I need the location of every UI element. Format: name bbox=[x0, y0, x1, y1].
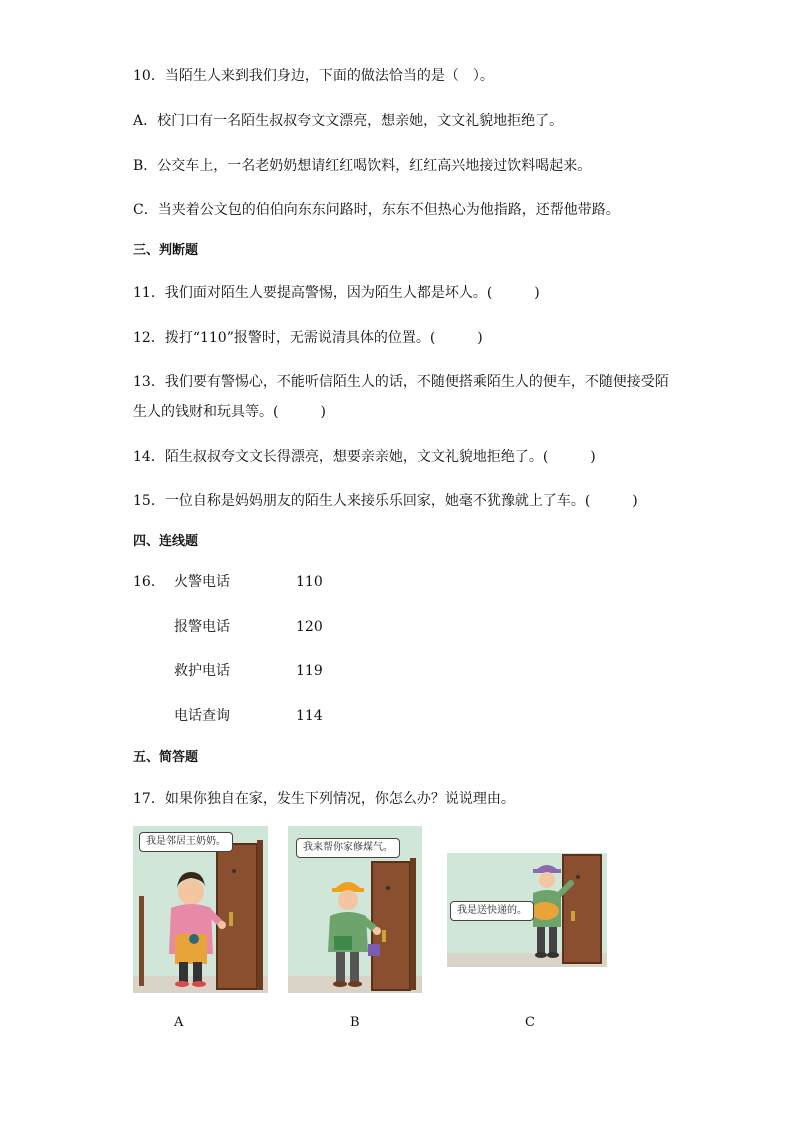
question-13-line-1: 13．我们要有警惕心，不能听信陌生人的话，不随便搭乘陌生人的便车，不随便接受陌 bbox=[133, 374, 669, 390]
illustration-b-caption: B bbox=[350, 1015, 360, 1030]
question-14: 14．陌生叔叔夸文文长得漂亮，想要亲亲她，文文礼貌地拒绝了。( ) bbox=[133, 449, 596, 465]
question-10-option-a: A．校门口有一名陌生叔叔夸文文漂亮，想亲她，文文礼貌地拒绝了。 bbox=[133, 113, 564, 129]
section-title-short-answer: 五、简答题 bbox=[133, 750, 199, 765]
section-title-matching: 四、连线题 bbox=[133, 534, 199, 549]
illustration-a-caption: A bbox=[174, 1015, 184, 1030]
question-11: 11．我们面对陌生人要提高警惕，因为陌生人都是坏人。( ) bbox=[133, 285, 540, 301]
speech-bubble-c: 我是送快递的。 bbox=[450, 901, 534, 921]
match-right-item: 119 bbox=[296, 663, 323, 679]
match-right-item: 114 bbox=[296, 708, 323, 724]
match-left-item: 火警电话 bbox=[174, 574, 230, 590]
question-12: 12．拨打“110”报警时，无需说清具体的位置。( ) bbox=[133, 330, 483, 346]
match-left-item: 救护电话 bbox=[174, 663, 230, 679]
question-10-option-c: C．当夹着公文包的伯伯向东东问路时，东东不但热心为他指路，还帮他带路。 bbox=[133, 202, 620, 218]
illustration-c bbox=[447, 853, 607, 967]
speech-bubble-b: 我来帮你家修煤气。 bbox=[296, 838, 400, 858]
question-16-number: 16． bbox=[133, 574, 165, 590]
illustration-b bbox=[288, 826, 422, 993]
match-right-item: 110 bbox=[296, 574, 323, 590]
speech-bubble-a: 我是邻居王奶奶。 bbox=[139, 832, 233, 852]
question-15: 15．一位自称是妈妈朋友的陌生人来接乐乐回家，她毫不犹豫就上了车。( ) bbox=[133, 493, 638, 509]
illustration-c-caption: C bbox=[525, 1015, 535, 1030]
section-title-judgement: 三、判断题 bbox=[133, 243, 199, 258]
question-10-option-b: B．公交车上，一名老奶奶想请红红喝饮料，红红高兴地接过饮料喝起来。 bbox=[133, 158, 592, 174]
match-left-item: 电话查询 bbox=[174, 708, 230, 724]
question-10-stem: 10．当陌生人来到我们身边，下面的做法恰当的是（ ）。 bbox=[133, 68, 494, 84]
question-13-line-2: 生人的钱财和玩具等。( ) bbox=[133, 404, 326, 420]
match-left-item: 报警电话 bbox=[174, 619, 230, 635]
illustration-a bbox=[133, 826, 268, 993]
question-17: 17．如果你独自在家，发生下列情况，你怎么办？说说理由。 bbox=[133, 791, 515, 807]
match-right-item: 120 bbox=[296, 619, 323, 635]
